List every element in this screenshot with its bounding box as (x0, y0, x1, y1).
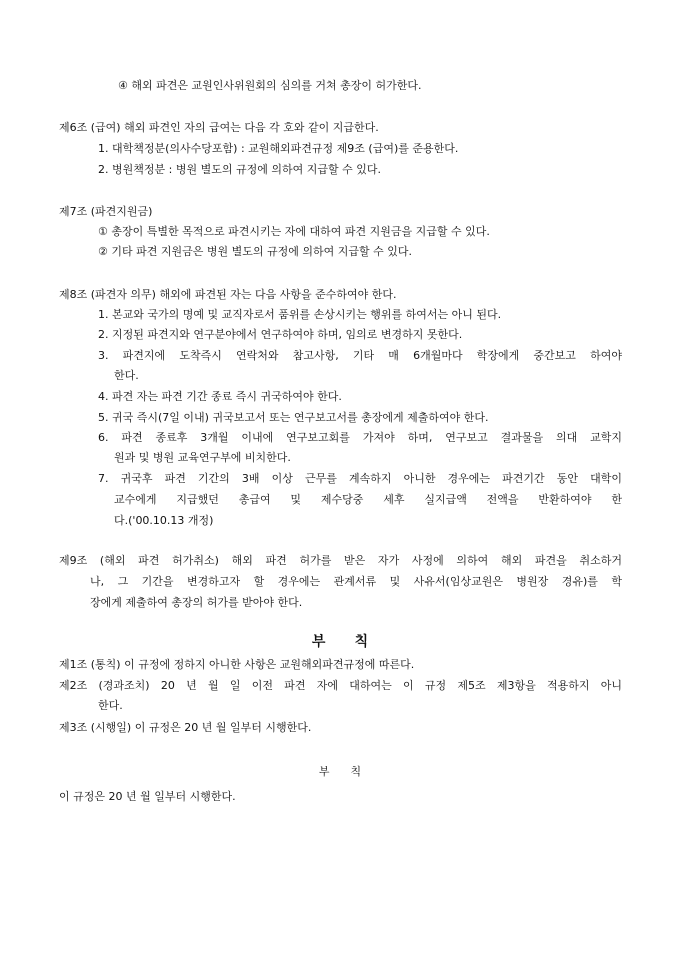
art8-item6-line2: 원과 및 병원 교육연구부에 비치한다. (114, 451, 291, 464)
art5-item4: ④ 해외 파견은 교원인사위원회의 심의를 거쳐 총장이 허가한다. (118, 79, 422, 92)
art8-item3-line2: 한다. (114, 369, 139, 382)
art8-item7-line2: 교수에게 지급했던 총급여 및 제수당중 세후 실지급액 전액을 반환하여야 한 (114, 493, 622, 506)
art8-item7-line3: 다.('00.10.13 개정) (114, 514, 214, 527)
art8-item2: 2. 지정된 파견지와 연구분야에서 연구하여야 하며, 임의로 변경하지 못한다. (98, 328, 463, 341)
art7-title: 제7조 (파견지원금) (59, 205, 153, 218)
art9-line1: 제9조 (해외 파견 허가취소) 해외 파견 허가를 받은 자가 사정에 의하여 해외 파견을 취소하거 (59, 554, 622, 567)
addenda-heading-2: 부 칙 (318, 765, 362, 778)
art9-line3: 장에게 제출하여 총장의 허가를 받아야 한다. (90, 596, 303, 609)
art8-item3-line1: 3. 파견지에 도착즉시 연락처와 참고사항, 기타 매 6개월마다 학장에게 중간보고 하여야 (98, 349, 622, 362)
addenda1-article2-line1: 제2조 (경과조치) 20 년 월 일 이전 파견 자에 대하여는 이 규정 제5조 제3항을 적용하지 아니 (59, 679, 622, 692)
art8-item5: 5. 귀국 즉시(7일 이내) 귀국보고서 또는 연구보고서를 총장에게 제출하여야 한다. (98, 411, 489, 424)
art8-item7-line1: 7. 귀국후 파견 기간의 3배 이상 근무를 계속하지 아니한 경우에는 파견기간 동안 대학이 (98, 472, 622, 485)
art8-item1: 1. 본교와 국가의 명예 및 교직자로서 품위를 손상시키는 행위를 하여서는 아니 된다. (98, 308, 502, 321)
addenda2-text: 이 규정은 20 년 월 일부터 시행한다. (59, 790, 236, 803)
art9-line2: 나, 그 기간을 변경하고자 할 경우에는 관계서류 및 사유서(임상교원은 병원장 경유)를 학 (90, 575, 622, 588)
art6-title: 제6조 (급여) 해외 파견인 자의 급여는 다음 각 호와 같이 지급한다. (59, 121, 379, 134)
addenda-heading-1: 부 칙 (311, 634, 369, 650)
art8-title: 제8조 (파견자 의무) 해외에 파견된 자는 다음 사항을 준수하여야 한다. (59, 288, 397, 301)
art6-item1: 1. 대학책정분(의사수당포함) : 교원해외파견규정 제9조 (급여)를 준용한다. (98, 142, 459, 155)
art7-item2: ② 기타 파견 지원금은 병원 별도의 규정에 의하여 지급할 수 있다. (98, 245, 412, 258)
addenda1-article3: 제3조 (시행일) 이 규정은 20 년 월 일부터 시행한다. (59, 721, 312, 734)
art8-item6-line1: 6. 파견 종료후 3개월 이내에 연구보고회를 가져야 하며, 연구보고 결과물을 의대 교학지 (98, 431, 622, 444)
art7-item1: ① 총장이 특별한 목적으로 파견시키는 자에 대하여 파견 지원금을 지급할 수 있다. (98, 225, 490, 238)
addenda1-article1: 제1조 (통칙) 이 규정에 정하지 아니한 사항은 교원해외파견규정에 따른다. (59, 658, 415, 671)
art6-item2: 2. 병원책정분 : 병원 별도의 규정에 의하여 지급할 수 있다. (98, 163, 381, 176)
addenda1-article2-line2: 한다. (98, 699, 123, 712)
art8-item4: 4. 파견 자는 파견 기간 종료 즉시 귀국하여야 한다. (98, 390, 342, 403)
